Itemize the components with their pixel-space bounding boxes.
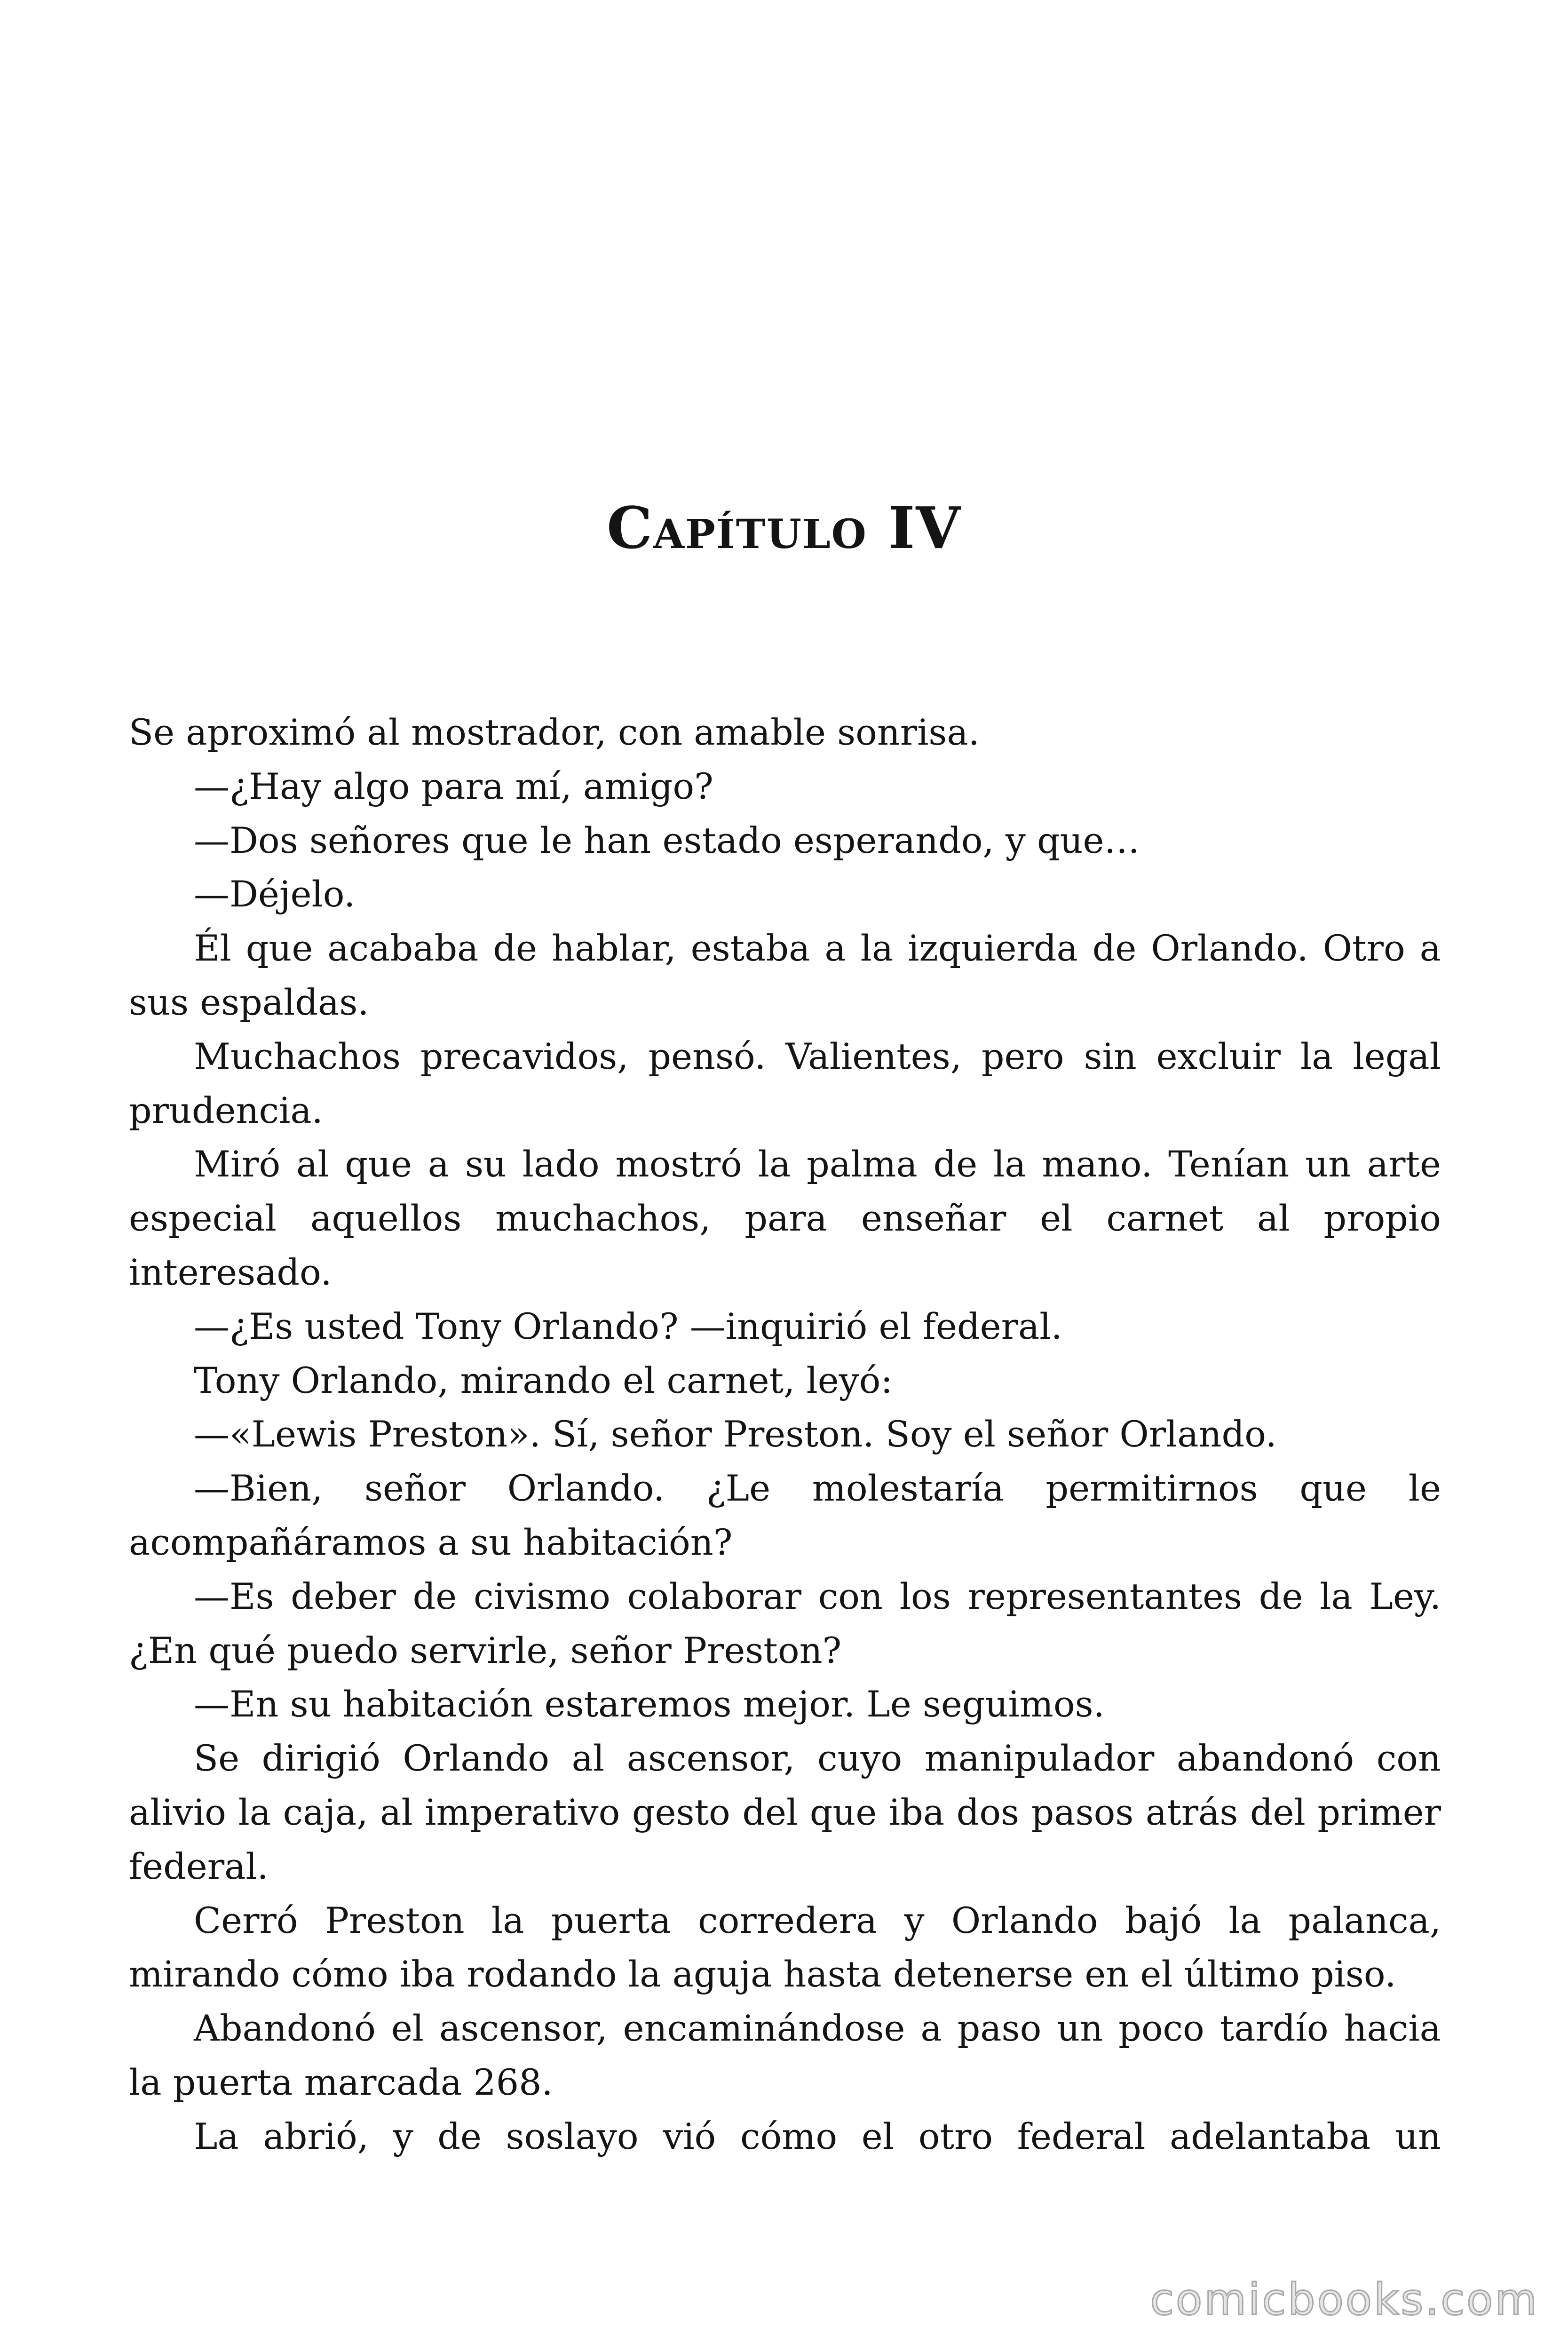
chapter-body <box>129 706 1441 2164</box>
paragraph: —Es deber de civismo colaborar con los representantes de la Ley. ¿En qué puedo servirle, señor Preston? <box>129 1575 1441 1671</box>
paragraph: Se dirigió Orlando al ascensor, cuyo manipulador abandonó con alivio la caja, al imperativo gesto del que iba dos pasos atrás del primer federal. <box>129 1737 1441 1887</box>
paragraph: —«Lewis Preston». Sí, señor Preston. Soy el señor Orlando. <box>194 1413 1277 1455</box>
paragraph: —En su habitación estaremos mejor. Le seguimos. <box>194 1683 1105 1725</box>
paragraph: Abandonó el ascensor, encaminándose a paso un poco tardío hacia la puerta marcada 268. <box>129 2007 1441 2103</box>
paragraph: —¿Es usted Tony Orlando? —inquirió el federal. <box>194 1305 1062 1347</box>
paragraph: —Dos señores que le han estado esperando, y que… <box>194 819 1140 861</box>
paragraph: —Déjelo. <box>194 873 356 915</box>
paragraph: Él que acababa de hablar, estaba a la izquierda de Orlando. Otro a sus espaldas. <box>129 927 1441 1023</box>
paragraph: La abrió, y de soslayo vió cómo el otro federal adelantaba un <box>194 2115 1441 2157</box>
paragraph: Miró al que a su lado mostró la palma de la mano. Tenían un arte especial aquellos muchachos, para enseñar el carnet al propio interesado. <box>129 1143 1441 1293</box>
watermark-logo: comicbooks.com <box>1150 2274 1539 2325</box>
paragraph: Tony Orlando, mirando el carnet, leyó: <box>194 1359 893 1401</box>
paragraph: —¿Hay algo para mí, amigo? <box>194 765 713 807</box>
paragraph: Se aproximó al mostrador, con amable sonrisa. <box>129 711 980 753</box>
paragraph: Cerró Preston la puerta corredera y Orlando bajó la palanca, mirando cómo iba rodando la aguja hasta detenerse en el último piso. <box>129 1899 1441 1995</box>
chapter-title: Capítulo IV <box>606 493 962 562</box>
paragraph: Muchachos precavidos, pensó. Valientes, pero sin excluir la legal prudencia. <box>129 1035 1441 1131</box>
paragraph: —Bien, señor Orlando. ¿Le molestaría permitirnos que le acompañáramos a su habitación? <box>129 1467 1441 1563</box>
